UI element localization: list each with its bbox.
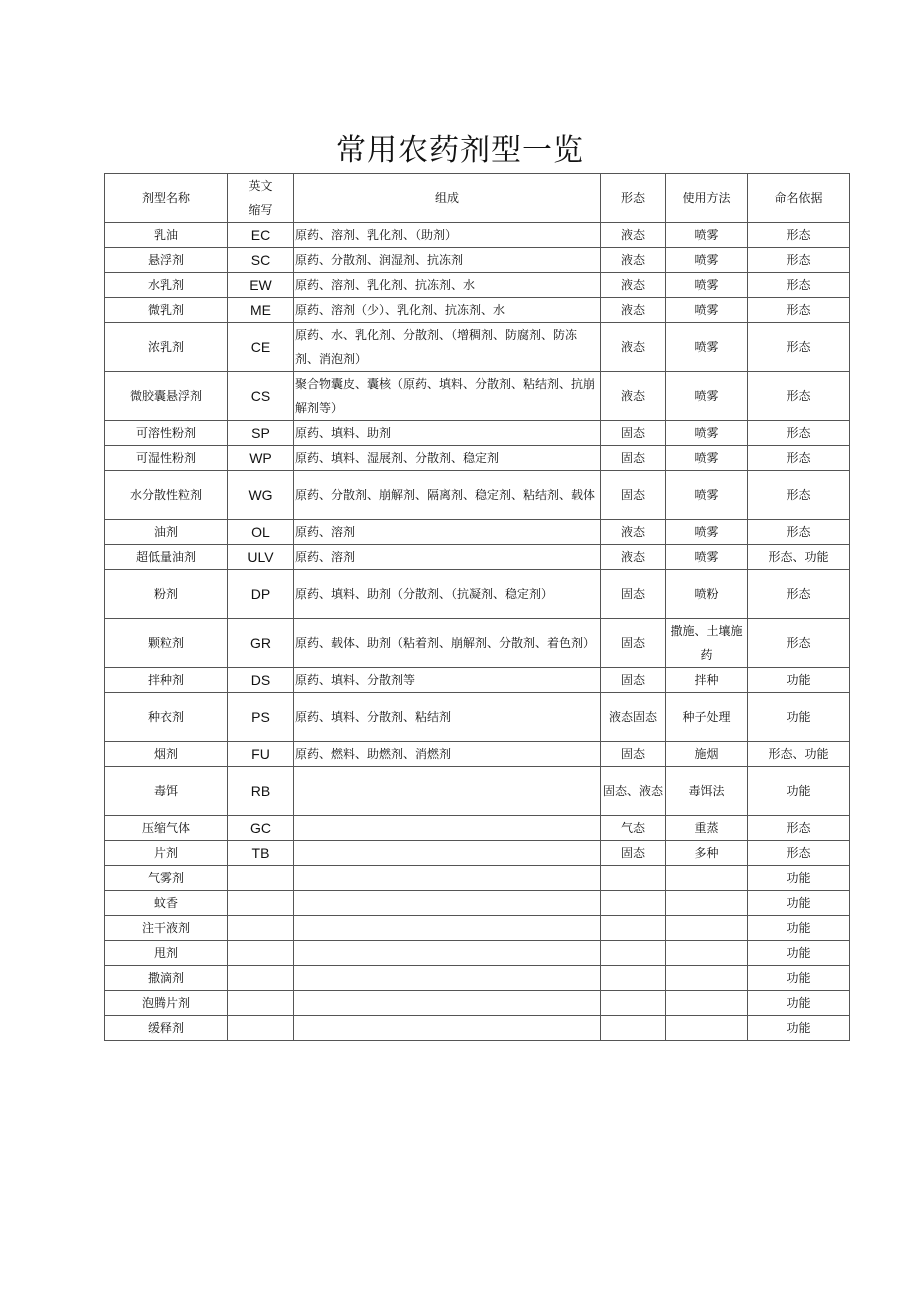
cell-composition xyxy=(294,816,601,841)
cell-name: 水乳剂 xyxy=(105,273,228,298)
cell-form: 液态 xyxy=(601,372,666,421)
header-abbr-line2: 缩写 xyxy=(248,203,273,217)
cell-form: 固态 xyxy=(601,570,666,619)
cell-usage: 喷粉 xyxy=(666,570,748,619)
cell-name: 蚊香 xyxy=(105,891,228,916)
cell-composition xyxy=(294,1016,601,1041)
cell-abbr xyxy=(228,966,294,991)
header-name: 剂型名称 xyxy=(105,174,228,223)
cell-form xyxy=(601,916,666,941)
cell-usage xyxy=(666,866,748,891)
cell-usage: 种子处理 xyxy=(666,693,748,742)
cell-usage xyxy=(666,891,748,916)
cell-basis: 形态、功能 xyxy=(748,545,850,570)
cell-composition: 原药、燃料、助燃剂、消燃剂 xyxy=(294,742,601,767)
cell-usage xyxy=(666,966,748,991)
cell-usage: 多种 xyxy=(666,841,748,866)
cell-composition: 原药、填料、湿展剂、分散剂、稳定剂 xyxy=(294,446,601,471)
cell-abbr xyxy=(228,916,294,941)
table-row xyxy=(105,841,850,866)
cell-composition xyxy=(294,916,601,941)
cell-usage: 喷雾 xyxy=(666,298,748,323)
table-row xyxy=(105,273,850,298)
cell-basis: 功能 xyxy=(748,966,850,991)
cell-form xyxy=(601,966,666,991)
cell-usage xyxy=(666,991,748,1016)
cell-abbr: ULV xyxy=(228,545,294,570)
cell-usage: 喷雾 xyxy=(666,248,748,273)
table-row xyxy=(105,570,850,619)
cell-form: 固态 xyxy=(601,446,666,471)
cell-name: 甩剂 xyxy=(105,941,228,966)
cell-composition: 聚合物囊皮、囊核（原药、填料、分散剂、粘结剂、抗崩解剂等） xyxy=(294,372,601,421)
cell-abbr: SC xyxy=(228,248,294,273)
cell-composition xyxy=(294,966,601,991)
cell-composition xyxy=(294,991,601,1016)
cell-name: 微乳剂 xyxy=(105,298,228,323)
cell-composition: 原药、载体、助剂（粘着剂、崩解剂、分散剂、着色剂） xyxy=(294,619,601,668)
cell-name: 超低量油剂 xyxy=(105,545,228,570)
cell-basis: 形态 xyxy=(748,841,850,866)
cell-name: 烟剂 xyxy=(105,742,228,767)
cell-basis: 形态 xyxy=(748,298,850,323)
cell-usage: 重蒸 xyxy=(666,816,748,841)
cell-abbr: PS xyxy=(228,693,294,742)
cell-usage: 喷雾 xyxy=(666,446,748,471)
cell-basis: 形态 xyxy=(748,421,850,446)
cell-form xyxy=(601,866,666,891)
cell-composition: 原药、填料、分散剂、粘结剂 xyxy=(294,693,601,742)
cell-form: 固态、液态 xyxy=(601,767,666,816)
table-row xyxy=(105,446,850,471)
cell-abbr: CS xyxy=(228,372,294,421)
cell-basis: 功能 xyxy=(748,941,850,966)
table-row xyxy=(105,248,850,273)
cell-usage: 喷雾 xyxy=(666,421,748,446)
table-row xyxy=(105,1016,850,1041)
cell-name: 毒饵 xyxy=(105,767,228,816)
cell-abbr: DS xyxy=(228,668,294,693)
cell-basis: 形态 xyxy=(748,520,850,545)
header-usage: 使用方法 xyxy=(666,174,748,223)
cell-name: 油剂 xyxy=(105,520,228,545)
header-form: 形态 xyxy=(601,174,666,223)
cell-abbr: RB xyxy=(228,767,294,816)
table-row xyxy=(105,916,850,941)
cell-composition: 原药、溶剂、乳化剂、抗冻剂、水 xyxy=(294,273,601,298)
cell-usage: 撒施、土壤施药 xyxy=(666,619,748,668)
table-row xyxy=(105,223,850,248)
cell-name: 泡腾片剂 xyxy=(105,991,228,1016)
cell-abbr: TB xyxy=(228,841,294,866)
cell-usage: 拌种 xyxy=(666,668,748,693)
cell-basis: 形态 xyxy=(748,816,850,841)
cell-name: 撒滴剂 xyxy=(105,966,228,991)
cell-abbr: WP xyxy=(228,446,294,471)
cell-basis: 形态 xyxy=(748,223,850,248)
cell-abbr: GC xyxy=(228,816,294,841)
cell-name: 可溶性粉剂 xyxy=(105,421,228,446)
cell-form: 固态 xyxy=(601,668,666,693)
cell-form: 液态 xyxy=(601,273,666,298)
cell-usage xyxy=(666,941,748,966)
cell-form: 液态固态 xyxy=(601,693,666,742)
cell-basis: 形态 xyxy=(748,248,850,273)
cell-composition: 原药、溶剂 xyxy=(294,520,601,545)
table-row xyxy=(105,668,850,693)
cell-basis: 功能 xyxy=(748,891,850,916)
cell-abbr: DP xyxy=(228,570,294,619)
cell-usage xyxy=(666,1016,748,1041)
cell-form xyxy=(601,991,666,1016)
cell-form: 液态 xyxy=(601,520,666,545)
cell-basis: 功能 xyxy=(748,916,850,941)
cell-name: 水分散性粒剂 xyxy=(105,471,228,520)
table-row xyxy=(105,816,850,841)
cell-usage: 喷雾 xyxy=(666,273,748,298)
header-row xyxy=(105,174,850,223)
cell-name: 气雾剂 xyxy=(105,866,228,891)
cell-abbr: EW xyxy=(228,273,294,298)
table-row xyxy=(105,966,850,991)
table-row xyxy=(105,619,850,668)
cell-abbr: CE xyxy=(228,323,294,372)
cell-composition: 原药、填料、助剂（分散剂、（抗凝剂、稳定剂） xyxy=(294,570,601,619)
cell-form: 液态 xyxy=(601,545,666,570)
cell-composition xyxy=(294,767,601,816)
cell-abbr xyxy=(228,991,294,1016)
cell-composition xyxy=(294,866,601,891)
cell-usage: 喷雾 xyxy=(666,545,748,570)
cell-name: 粉剂 xyxy=(105,570,228,619)
table-row xyxy=(105,323,850,372)
cell-basis: 功能 xyxy=(748,866,850,891)
table-row xyxy=(105,471,850,520)
cell-composition: 原药、分散剂、润湿剂、抗冻剂 xyxy=(294,248,601,273)
table-row xyxy=(105,372,850,421)
cell-composition: 原药、溶剂 xyxy=(294,545,601,570)
cell-name: 乳油 xyxy=(105,223,228,248)
cell-usage: 施烟 xyxy=(666,742,748,767)
cell-usage: 喷雾 xyxy=(666,471,748,520)
cell-usage: 喷雾 xyxy=(666,323,748,372)
table-row xyxy=(105,545,850,570)
cell-form: 液态 xyxy=(601,298,666,323)
cell-basis: 形态 xyxy=(748,323,850,372)
cell-form: 液态 xyxy=(601,223,666,248)
table-row xyxy=(105,742,850,767)
cell-abbr: OL xyxy=(228,520,294,545)
cell-abbr xyxy=(228,891,294,916)
cell-name: 拌种剂 xyxy=(105,668,228,693)
cell-abbr: WG xyxy=(228,471,294,520)
cell-composition xyxy=(294,891,601,916)
cell-composition xyxy=(294,941,601,966)
cell-composition: 原药、填料、分散剂等 xyxy=(294,668,601,693)
cell-abbr: FU xyxy=(228,742,294,767)
cell-basis: 功能 xyxy=(748,1016,850,1041)
cell-basis: 功能 xyxy=(748,767,850,816)
table-row xyxy=(105,298,850,323)
cell-form: 固态 xyxy=(601,841,666,866)
cell-name: 片剂 xyxy=(105,841,228,866)
cell-basis: 形态 xyxy=(748,619,850,668)
cell-form xyxy=(601,891,666,916)
cell-name: 悬浮剂 xyxy=(105,248,228,273)
cell-form: 固态 xyxy=(601,471,666,520)
cell-usage xyxy=(666,916,748,941)
cell-form: 气态 xyxy=(601,816,666,841)
table-row xyxy=(105,421,850,446)
table-row xyxy=(105,520,850,545)
cell-name: 颗粒剂 xyxy=(105,619,228,668)
cell-abbr: ME xyxy=(228,298,294,323)
cell-basis: 功能 xyxy=(748,668,850,693)
table-row xyxy=(105,891,850,916)
cell-name: 注干液剂 xyxy=(105,916,228,941)
cell-abbr xyxy=(228,866,294,891)
cell-name: 可湿性粉剂 xyxy=(105,446,228,471)
cell-form: 液态 xyxy=(601,248,666,273)
cell-usage: 喷雾 xyxy=(666,223,748,248)
header-composition: 组成 xyxy=(294,174,601,223)
table-row xyxy=(105,767,850,816)
cell-usage: 喷雾 xyxy=(666,372,748,421)
cell-composition xyxy=(294,841,601,866)
cell-abbr xyxy=(228,1016,294,1041)
cell-basis: 形态 xyxy=(748,570,850,619)
cell-name: 微胶囊悬浮剂 xyxy=(105,372,228,421)
cell-form: 固态 xyxy=(601,742,666,767)
cell-composition: 原药、水、乳化剂、分散剂、（增稠剂、防腐剂、防冻剂、消泡剂） xyxy=(294,323,601,372)
cell-basis: 形态 xyxy=(748,471,850,520)
cell-basis: 功能 xyxy=(748,693,850,742)
cell-abbr: SP xyxy=(228,421,294,446)
cell-name: 缓释剂 xyxy=(105,1016,228,1041)
formulation-table xyxy=(104,173,850,1041)
cell-form xyxy=(601,1016,666,1041)
cell-basis: 形态 xyxy=(748,273,850,298)
cell-composition: 原药、填料、助剂 xyxy=(294,421,601,446)
cell-basis: 形态、功能 xyxy=(748,742,850,767)
cell-form xyxy=(601,941,666,966)
page-title: 常用农药剂型一览 xyxy=(336,133,584,168)
header-abbr xyxy=(228,174,294,223)
table-row xyxy=(105,866,850,891)
cell-composition: 原药、分散剂、崩解剂、隔离剂、稳定剂、粘结剂、载体 xyxy=(294,471,601,520)
cell-basis: 功能 xyxy=(748,991,850,1016)
header-abbr-line1: 英文 xyxy=(248,179,273,193)
cell-basis: 形态 xyxy=(748,446,850,471)
cell-composition: 原药、溶剂、乳化剂、（助剂） xyxy=(294,223,601,248)
cell-name: 种衣剂 xyxy=(105,693,228,742)
cell-name: 压缩气体 xyxy=(105,816,228,841)
table-row xyxy=(105,941,850,966)
cell-usage: 喷雾 xyxy=(666,520,748,545)
header-basis: 命名依据 xyxy=(748,174,850,223)
cell-abbr: EC xyxy=(228,223,294,248)
cell-composition: 原药、溶剂（少）、乳化剂、抗冻剂、水 xyxy=(294,298,601,323)
cell-abbr xyxy=(228,941,294,966)
cell-usage: 毒饵法 xyxy=(666,767,748,816)
cell-form: 固态 xyxy=(601,619,666,668)
cell-name: 浓乳剂 xyxy=(105,323,228,372)
cell-basis: 形态 xyxy=(748,372,850,421)
cell-form: 固态 xyxy=(601,421,666,446)
table-row xyxy=(105,991,850,1016)
cell-form: 液态 xyxy=(601,323,666,372)
cell-abbr: GR xyxy=(228,619,294,668)
table-row xyxy=(105,693,850,742)
